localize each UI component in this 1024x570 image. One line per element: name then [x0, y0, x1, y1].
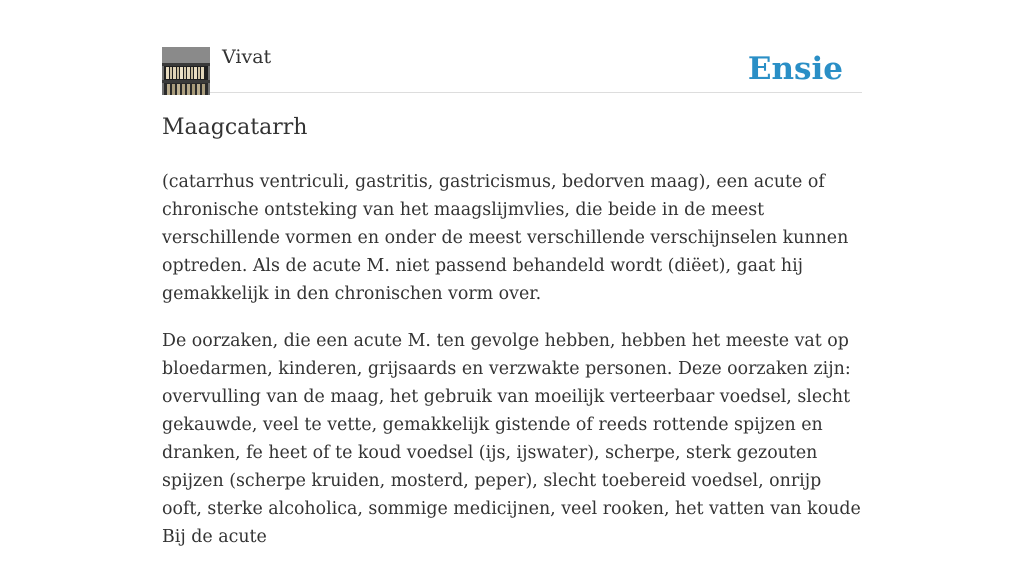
site-logo[interactable]: Ensie — [747, 51, 843, 87]
article-paragraph: (catarrhus ventriculi, gastritis, gastricismus, bedorven maag), een acute of chronische ontsteking van het maagslijmvlies, die beide in de meest verschillende vormen en onder de meest verschillende verschijnselen kunnen optreden. Als de acute M. niet passend behandeld wordt (diëet), gaat hij gemakkelijk in den chronischen vorm over. — [162, 172, 849, 304]
site-header — [162, 46, 862, 93]
article-title: Maagcatarrh — [162, 115, 308, 140]
article-body — [162, 168, 862, 570]
author-link[interactable]: Vivat — [222, 46, 272, 68]
bookshelf-icon — [162, 47, 210, 95]
author-avatar[interactable] — [162, 47, 210, 95]
article-paragraph: De oorzaken, die een acute M. ten gevolge hebben, hebben het meeste vat op bloedarmen, kinderen, grijsaards en verzwakte personen. Deze oorzaken zijn: overvulling van de maag, het gebruik van moeilijk verteerbaar voedsel, slecht gekauwde, veel te vette, gemakkelijk gistende of reeds rottende spijzen en dranken, fe heet of te koud voedsel (ijs, ijswater), scherpe, sterk gezouten spijzen (scherpe kruiden, mosterd, peper), slecht toebereid voedsel, onrijp ooft, sterke alcoholica, sommige medicijnen, veel rooken, het vatten van koude Bij de acute — [162, 331, 861, 547]
